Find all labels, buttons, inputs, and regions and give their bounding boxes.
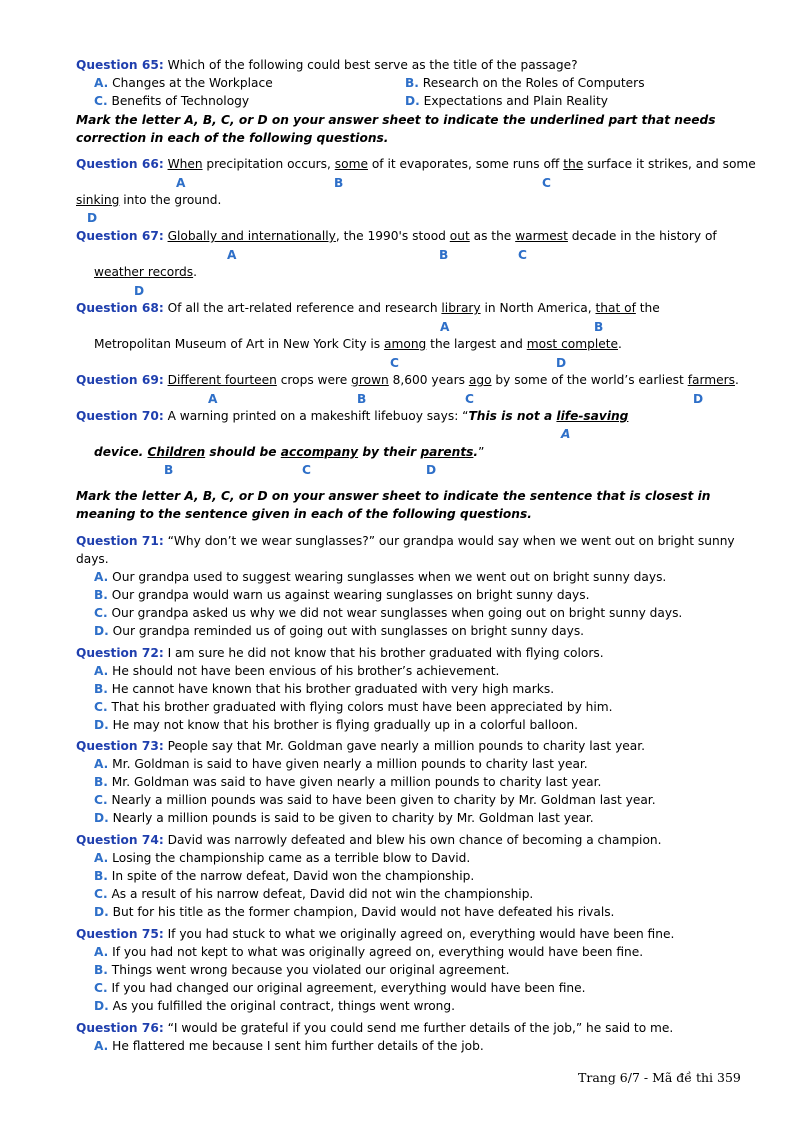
question-68-cont: Metropolitan Museum of Art in New York City is among the largest and most complete.: [94, 337, 622, 351]
letter-b: B: [439, 248, 449, 262]
option-d: D. Nearly a million pounds is said to be given to charity by Mr. Goldman last year.: [94, 811, 594, 825]
underlined-part-b: that of: [595, 301, 636, 315]
instruction-line: meaning to the sentence given in each of the following questions.: [76, 507, 532, 521]
option-d: D. But for his title as the former champion, David would not have defeated his rivals.: [94, 905, 615, 919]
option-c: C. Benefits of Technology: [94, 94, 250, 108]
underlined-part-a: life-saving: [556, 409, 629, 423]
underlined-part-b: Children: [147, 445, 206, 459]
underlined-part-d: sinking: [76, 193, 120, 207]
underlined-part-b: grown: [351, 373, 389, 387]
option-c: C. That his brother graduated with flying colors must have been appreciated by him.: [94, 700, 613, 714]
underlined-part-a: When: [167, 157, 203, 171]
underlined-part-c: the: [563, 157, 584, 171]
letter-b: B: [164, 463, 174, 477]
page-footer: Trang 6/7 - Mã đề thi 359: [578, 1070, 741, 1085]
option-a: A. He flattered me because I sent him further details of the job.: [94, 1039, 484, 1053]
option-a: A. Our grandpa used to suggest wearing sunglasses when we went out on bright sunny days.: [94, 570, 667, 584]
question-74: Question 74: David was narrowly defeated and blew his own chance of becoming a champion.: [76, 833, 662, 847]
option-d: D. Expectations and Plain Reality: [405, 94, 608, 108]
question-72: Question 72: I am sure he did not know that his brother graduated with flying colors.: [76, 646, 604, 660]
underlined-part-a: Different fourteen: [167, 373, 277, 387]
option-b: B. Research on the Roles of Computers: [405, 76, 645, 90]
question-stem: Which of the following could best serve as the title of the passage?: [167, 58, 578, 72]
option-d: D. Our grandpa reminded us of going out with sunglasses on bright sunny days.: [94, 624, 585, 638]
option-b: B. Things went wrong because you violated our original agreement.: [94, 963, 510, 977]
letter-c: C: [542, 176, 551, 190]
question-67-cont: weather records.: [94, 265, 197, 279]
letter-a: A: [208, 392, 218, 406]
instruction-line: Mark the letter A, B, C, or D on your answer sheet to indicate the sentence that is closest in: [76, 489, 711, 503]
underlined-part-d: parents: [420, 445, 474, 459]
letter-b: B: [357, 392, 367, 406]
question-75: Question 75: If you had stuck to what we originally agreed on, everything would have been fine.: [76, 927, 675, 941]
question-66: Question 66: When precipitation occurs, some of it evaporates, some runs off the surface it strikes, and some: [76, 157, 756, 171]
underlined-part-d: weather records: [94, 265, 194, 279]
letter-a: A: [561, 427, 571, 441]
letter-a: A: [176, 176, 186, 190]
underlined-part-d: farmers: [687, 373, 735, 387]
underlined-part-a: Globally and internationally: [167, 229, 336, 243]
option-b: B. Mr. Goldman was said to have given nearly a million pounds to charity last year.: [94, 775, 602, 789]
option-a: A. If you had not kept to what was originally agreed on, everything would have been fine.: [94, 945, 644, 959]
letter-c: C: [518, 248, 527, 262]
question-70-cont: device. Children should be accompany by their parents.”: [94, 445, 485, 459]
option-b: B. Our grandpa would warn us against wearing sunglasses on bright sunny days.: [94, 588, 590, 602]
letter-d: D: [134, 284, 145, 298]
underlined-part-c: among: [384, 337, 427, 351]
letter-c: C: [390, 356, 399, 370]
option-b: B. He cannot have known that his brother graduated with very high marks.: [94, 682, 555, 696]
letter-d: D: [693, 392, 704, 406]
option-d: D. He may not know that his brother is flying gradually up in a colorful balloon.: [94, 718, 578, 732]
instruction-line: correction in each of the following questions.: [76, 131, 389, 145]
question-65: [76, 56, 578, 74]
question-70: Question 70: A warning printed on a makeshift lifebuoy says: “This is not a life-saving: [76, 409, 629, 423]
option-c: C. As a result of his narrow defeat, David did not win the championship.: [94, 887, 534, 901]
question-68: Question 68: Of all the art-related reference and research library in North America, that of the: [76, 301, 660, 315]
underlined-part-d: most complete: [526, 337, 619, 351]
option-c: C. If you had changed our original agreement, everything would have been fine.: [94, 981, 586, 995]
option-a: A. Changes at the Workplace: [94, 76, 273, 90]
underlined-part-c: accompany: [280, 445, 359, 459]
letter-c: C: [302, 463, 311, 477]
letter-d: D: [556, 356, 567, 370]
option-d: D. As you fulfilled the original contract, things went wrong.: [94, 999, 455, 1013]
option-c: C. Our grandpa asked us why we did not wear sunglasses when going out on bright sunny days.: [94, 606, 683, 620]
option-a: A. Losing the championship came as a terrible blow to David.: [94, 851, 471, 865]
letter-b: B: [594, 320, 604, 334]
underlined-part-a: library: [441, 301, 481, 315]
letter-c: C: [465, 392, 474, 406]
question-67: Question 67: Globally and internationally, the 1990's stood out as the warmest decade in the history of: [76, 229, 717, 243]
question-71: Question 71: “Why don’t we wear sunglasses?” our grandpa would say when we went out on bright sunny: [76, 534, 735, 548]
letter-d: D: [87, 211, 98, 225]
question-66-cont: sinking into the ground.: [76, 193, 222, 207]
letter-a: A: [227, 248, 237, 262]
letter-b: B: [334, 176, 344, 190]
question-73: Question 73: People say that Mr. Goldman gave nearly a million pounds to charity last year.: [76, 739, 646, 753]
question-69: Question 69: Different fourteen crops were grown 8,600 years ago by some of the world’s earliest farmers.: [76, 373, 739, 387]
option-c: C. Nearly a million pounds was said to have been given to charity by Mr. Goldman last year.: [94, 793, 656, 807]
instruction-line: Mark the letter A, B, C, or D on your answer sheet to indicate the underlined part that needs: [76, 113, 716, 127]
option-a: A. He should not have been envious of his brother’s achievement.: [94, 664, 500, 678]
question-label: Question 65:: [76, 58, 164, 72]
underlined-part-b: out: [449, 229, 470, 243]
underlined-part-b: some: [334, 157, 368, 171]
option-b: B. In spite of the narrow defeat, David won the championship.: [94, 869, 475, 883]
underlined-part-c: ago: [468, 373, 492, 387]
question-71-cont: days.: [76, 552, 109, 566]
question-76: Question 76: “I would be grateful if you could send me further details of the job,” he said to me.: [76, 1021, 674, 1035]
letter-a: A: [440, 320, 450, 334]
option-a: A. Mr. Goldman is said to have given nearly a million pounds to charity last year.: [94, 757, 588, 771]
letter-d: D: [426, 463, 437, 477]
underlined-part-c: warmest: [515, 229, 568, 243]
